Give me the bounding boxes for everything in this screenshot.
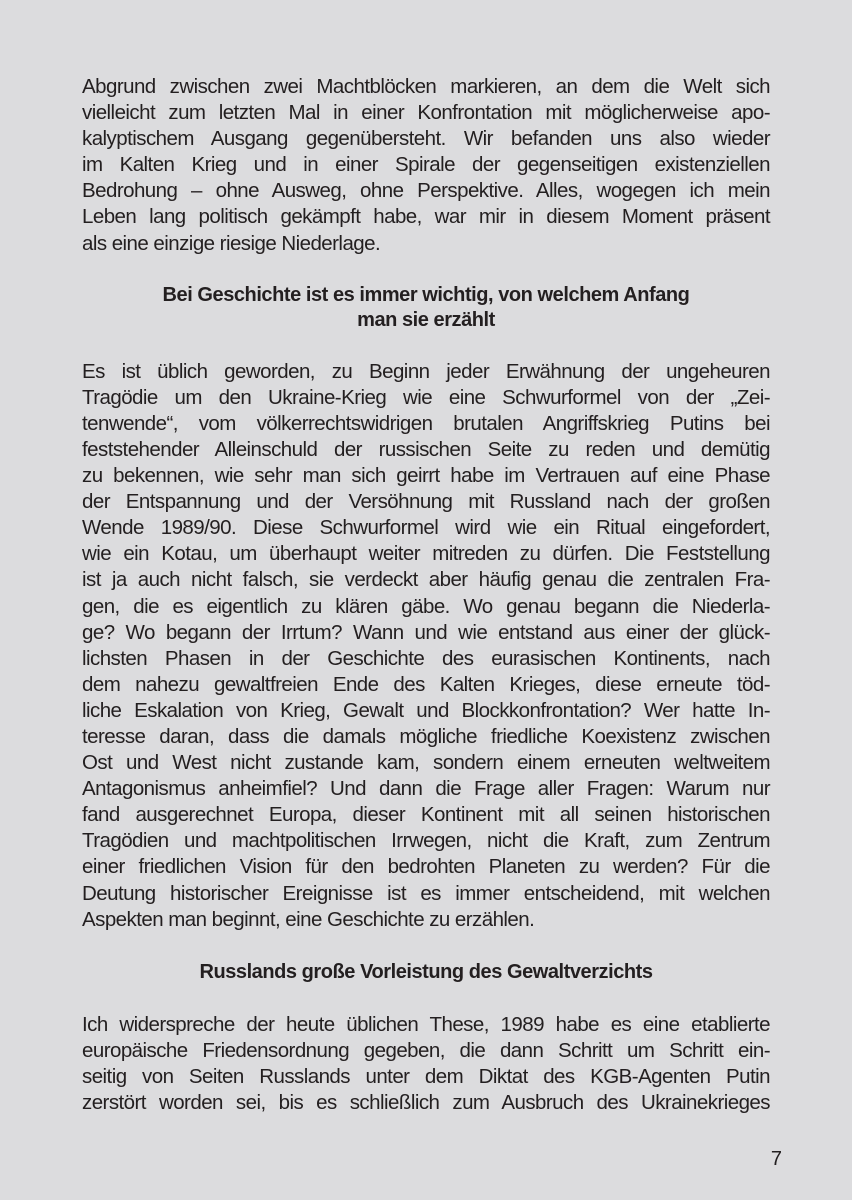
paragraph-3 [82,1012,770,1116]
text-line: tenwende“, vom völkerrechtswidrigen brutalen Angriffskrieg Putins bei [82,411,770,435]
text-line: zu bekennen, wie sehr man sich geirrt habe im Vertrauen auf eine Phase [82,464,770,488]
text-line: lichsten Phasen in der Geschichte des eurasischen Kontinents, nach [82,646,770,670]
text-line: Deutung historischer Ereignisse ist es immer entscheidend, mit welchen [82,881,770,905]
text-line: wie ein Kotau, um überhaupt weiter mitreden zu dürfen. Die Feststellung [82,542,770,566]
text-line: im Kalten Krieg und in einer Spirale der gegenseitigen existenziellen [82,153,770,177]
text-line: vielleicht zum letzten Mal in einer Konfrontation mit möglicherweise apo- [82,101,770,125]
heading-line: man sie erzählt [357,308,495,331]
text-line: der Entspannung und der Versöhnung mit Russland nach der großen [82,490,770,514]
text-line: Wende 1989/90. Diese Schwurformel wird wie ein Ritual eingefordert, [82,516,770,540]
section-heading-1 [82,283,770,333]
text-line: teresse daran, dass die damals mögliche friedliche Koexistenz zwischen [82,724,770,748]
heading-line: Russlands große Vorleistung des Gewaltverzichts [199,960,653,983]
text-line: ist ja auch nicht falsch, sie verdeckt aber häufig genau die zentralen Fra- [82,568,770,592]
text-line: Es ist üblich geworden, zu Beginn jeder Erwähnung der ungeheuren [82,359,770,383]
text-line: europäische Friedensordnung gegeben, die dann Schritt um Schritt ein- [82,1038,770,1062]
text-line: Abgrund zwischen zwei Machtblöcken markieren, an dem die Welt sich [82,75,770,98]
text-line: einer friedlichen Vision für den bedrohten Planeten zu werden? Für die [82,855,770,879]
heading-line: Bei Geschichte ist es immer wichtig, von welchem Anfang [162,283,690,306]
text-line: feststehender Alleinschuld der russischen Seite zu reden und demütig [82,437,770,461]
text-line: liche Eskalation von Krieg, Gewalt und Blockkonfrontation? Wer hatte In- [82,698,770,722]
text-line: zerstört worden sei, bis es schließlich zum Ausbruch des Ukrainekrieges [82,1091,770,1114]
text-line: als eine einzige riesige Niederlage. [82,231,381,255]
text-line: seitig von Seiten Russlands unter dem Diktat des KGB-Agenten Putin [82,1064,770,1088]
text-line: ge? Wo begann der Irrtum? Wann und wie entstand aus einer der glück- [82,620,770,644]
page-body [82,74,770,1116]
text-line: Tragödien und machtpolitischen Irrwegen, nicht die Kraft, zum Zentrum [82,829,770,853]
text-line: Leben lang politisch gekämpft habe, war mir in diesem Moment präsent [82,205,770,229]
text-line: Antagonismus anheimfiel? Und dann die Frage aller Fragen: Warum nur [82,777,770,801]
text-line: Ich widerspreche der heute üblichen These, 1989 habe es eine etablierte [82,1012,770,1036]
paragraph-2 [82,359,770,933]
text-line: dem nahezu gewaltfreien Ende des Kalten Krieges, diese erneute töd- [82,672,770,696]
paragraph-1 [82,74,770,257]
text-line: kalyptischem Ausgang gegenübersteht. Wir befanden uns also wieder [82,127,770,151]
section-heading-2 [82,960,770,985]
text-line: Aspekten man beginnt, eine Geschichte zu erzählen. [82,907,535,931]
text-line: Tragödie um den Ukraine-Krieg wie eine Schwurformel von der „Zei- [82,385,770,409]
text-line: fand ausgerechnet Europa, dieser Kontinent mit all seinen historischen [82,803,770,827]
page-number: 7 [770,1148,782,1170]
text-line: gen, die es eigentlich zu klären gäbe. Wo genau begann die Niederla- [82,594,770,618]
text-line: Bedrohung – ohne Ausweg, ohne Perspektive. Alles, wogegen ich mein [82,179,770,203]
text-line: Ost und West nicht zustande kam, sondern einem erneuten weltweitem [82,751,770,775]
